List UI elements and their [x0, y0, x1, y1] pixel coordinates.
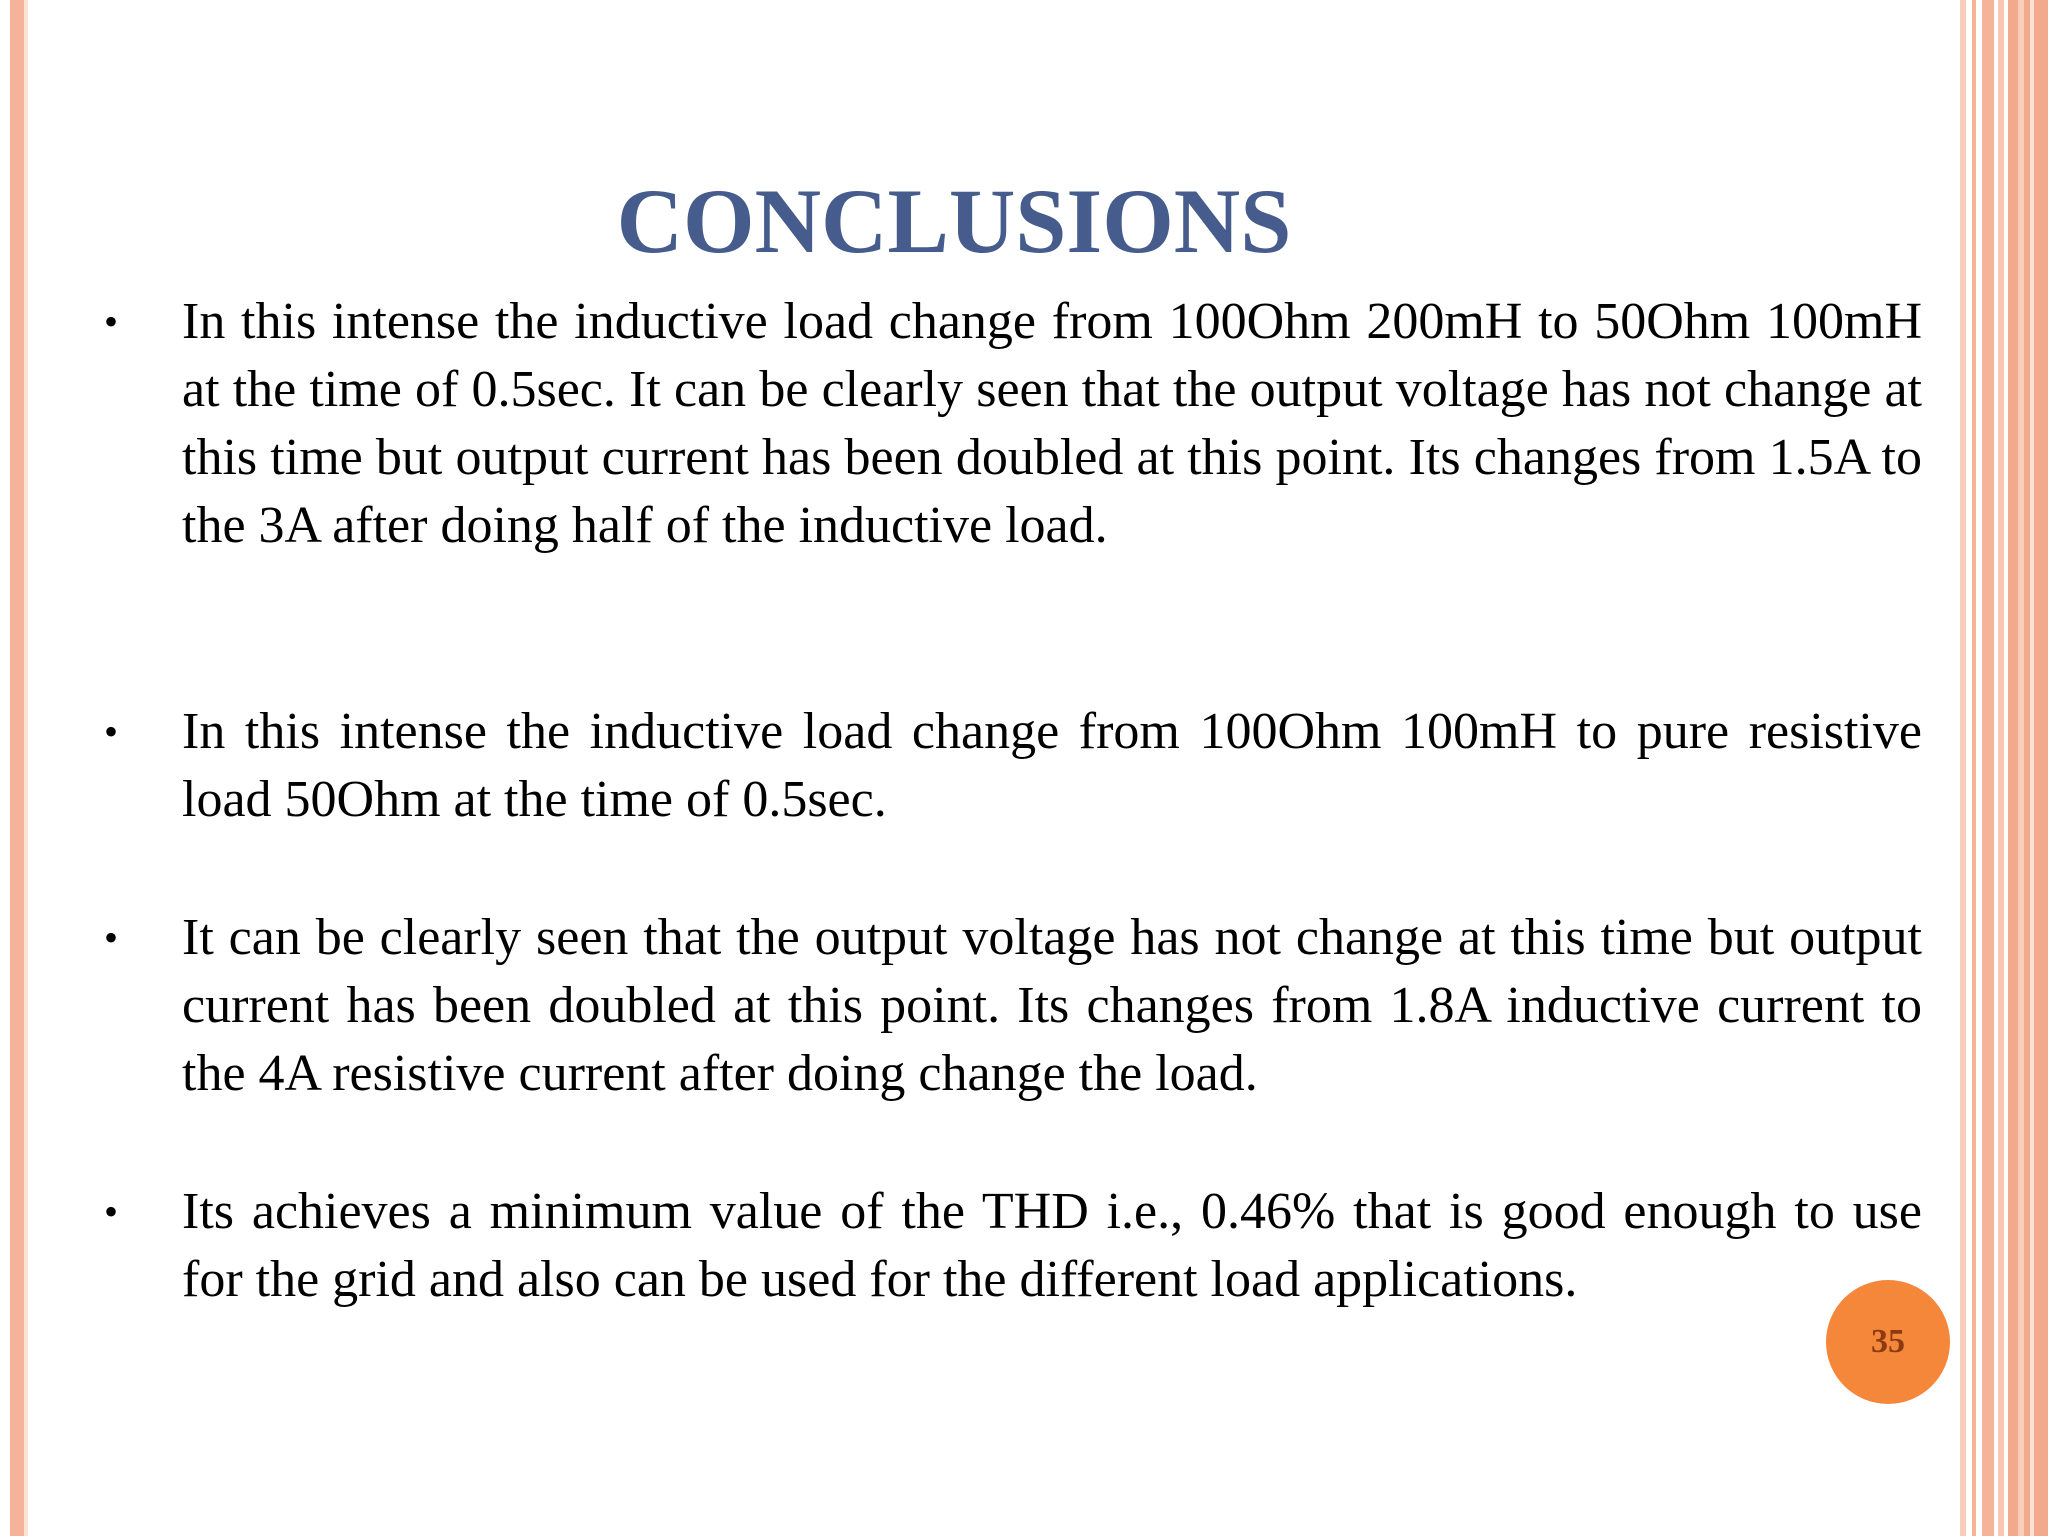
slide-title: CONCLUSIONS: [616, 169, 1292, 272]
bullet-dot-icon: •: [104, 299, 119, 344]
page-number-badge: 35: [1826, 1280, 1950, 1404]
bullet-dot-icon: •: [104, 915, 119, 960]
bullet-dot-icon: •: [104, 709, 119, 754]
bullet-text: In this intense the inductive load change from 100Ohm 200mH to 50Ohm 100mH at the time of 0.5sec. It can be clearly seen that the output voltage has not change at this time but output current has been doubled at this point. Its changes from 1.5A to the 3A after doing half of the inductive load.: [182, 293, 1922, 554]
bullet-dot-icon: •: [104, 1189, 119, 1234]
bullet-text: Its achieves a minimum value of the THD i.e., 0.46% that is good enough to use for the grid and also can be used for the different load applications.: [182, 1183, 1922, 1308]
bullet-text: In this intense the inductive load change from 100Ohm 100mH to pure resistive load 50Ohm at the time of 0.5sec.: [182, 703, 1922, 828]
bullet-text: It can be clearly seen that the output voltage has not change at this time but output current has been doubled at this point. Its changes from 1.8A inductive current to the 4A resistive current after doing change the load.: [182, 909, 1922, 1102]
